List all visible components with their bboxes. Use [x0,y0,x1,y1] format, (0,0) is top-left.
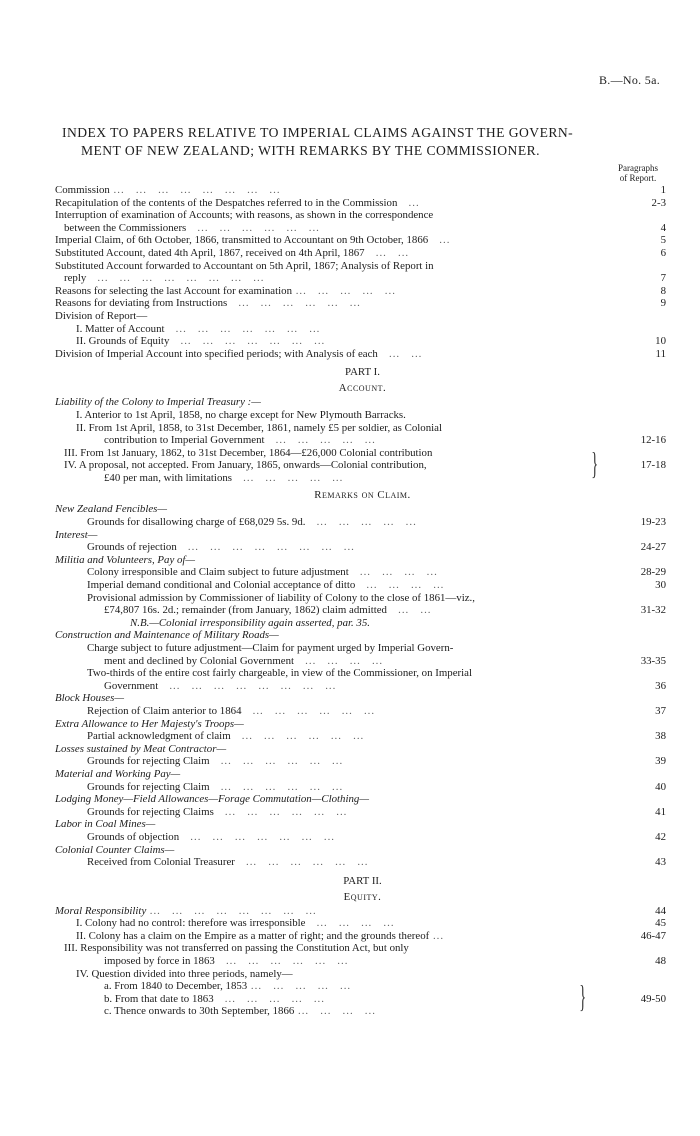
index-row: I. Anterior to 1st April, 1858, no charge except for New Plymouth Barracks. [76,408,406,421]
section-heading: New Zealand Fencibles— [55,503,168,516]
index-row: II. From 1st April, 1858, to 31st December, 1861, namely £5 per soldier, as Colonial [76,421,442,434]
section-heading: Losses sustained by Meat Contractor— [55,742,227,755]
index-row: IV. A proposal, not accepted. From January, 1865, onwards—Colonial contribution, 17-18 [64,459,666,472]
liability-section [55,396,670,484]
index-row: ment and declined by Colonial Government ... ... ... ... 33-35 [104,654,666,667]
index-row: I. Colony had no control: therefore was irresponsible ... ... ... ... 45 [76,917,666,930]
section-heading: Lodging Money—Field Allowances—Forage Commutation—Clothing— [55,793,369,806]
brace-icon: } [579,977,587,1014]
index-row: Division of Report— [55,309,148,322]
part-2-title: PART II. [343,874,382,887]
index-row: Substituted Account, dated 4th April, 1867, received on 4th April, 1867 ... ... 6 [55,246,666,259]
part-2-subtitle: Equity. [343,890,382,903]
section-heading: Block Houses— [55,692,124,705]
index-row: Partial acknowledgment of claim ... ... ... ... ... ... 38 [87,730,666,743]
section-heading: Material and Working Pay— [55,767,181,780]
index-row: II. Grounds of Equity ... ... ... ... ... ... ... 10 [76,335,666,348]
index-row: Division of Imperial Account into specified periods; with Analysis of each ... ... 11 [55,347,666,360]
index-row: II. Colony has a claim on the Empire as a matter of right; and the grounds thereof ... 46-47 [76,929,666,942]
equity-section [55,905,670,1018]
index-row: b. From that date to 1863 ... ... ... ... ... 49-50 [104,992,666,1005]
index-row: Imperial demand conditional and Colonial acceptance of ditto ... ... ... ... 30 [87,579,666,592]
index-row: between the Commissioners ... ... ... ... ... ... 4 [64,221,666,234]
section-heading: Militia and Volunteers, Pay of— [55,553,196,566]
index-row: Two-thirds of the entire cost fairly chargeable, in view of the Commissioner, on Imperial [87,667,472,680]
index-row: IV. Question divided into three periods, namely— [76,967,293,980]
index-row: Grounds for rejecting Claims ... ... ... ... ... ... 41 [87,805,666,818]
document-reference: B.—No. 5a. [599,73,660,87]
index-row: imposed by force in 1863 ... ... ... ... ... ... 48 [104,955,666,968]
column-heading-line-2: of Report. [619,173,657,183]
index-row: Grounds of objection ... ... ... ... ... ... ... 42 [87,830,666,843]
section-heading: Extra Allowance to Her Majesty's Troops— [55,717,244,730]
section-heading: Moral Responsibility ... ... ... ... ... ... ... ... 44 [55,904,666,917]
document-title [62,124,622,160]
index-row: Government ... ... ... ... ... ... ... ... 36 [104,679,666,692]
index-row: Substituted Account forwarded to Accountant on 5th April, 1867; Analysis of Report in [55,259,434,272]
index-row: N.B.—Colonial irresponsibility again asserted, par. 35. [130,616,370,629]
index-row: Grounds for rejecting Claim ... ... ... ... ... ... 39 [87,755,666,768]
remarks-heading: Remarks on Claim. [314,489,411,502]
index-row: reply ... ... ... ... ... ... ... ... 7 [64,272,666,285]
index-row: Grounds for disallowing charge of £68,029 5s. 9d. ... ... ... ... ... 19-23 [87,516,666,529]
paragraphs-column-heading [608,163,668,183]
index-row: Colony irresponsible and Claim subject to future adjustment ... ... ... ... 28-29 [87,566,666,579]
index-row: III. From 1st January, 1862, to 31st December, 1864—£26,000 Colonial contribution [64,446,433,459]
column-heading-line-1: Paragraphs [618,163,658,173]
index-row: Imperial Claim, of 6th October, 1866, transmitted to Accountant on 9th October, 1866 ... 5 [55,234,666,247]
index-row: £40 per man, with limitations ... ... ... ... ... [104,471,344,484]
index-row: c. Thence onwards to 30th September, 1866 ... ... ... ... [104,1005,376,1018]
index-row: III. Responsibility was not transferred on passing the Constitution Act, but only [64,942,409,955]
section-heading: Labor in Coal Mines— [55,818,156,831]
index-row: Commission ... ... ... ... ... ... ... ... 1 [55,184,666,196]
index-content [55,184,670,1018]
part-1-subtitle: Account. [338,382,387,395]
brace-icon: } [591,445,599,482]
index-row: Reasons for deviating from Instructions ... ... ... ... ... ... 9 [55,297,666,310]
index-row: a. From 1840 to December, 1853 ... ... ... ... ... [104,980,352,993]
part-1-title: PART I. [345,366,380,379]
index-row: £74,807 16s. 2d.; remainder (from January, 1862) claim admitted ... ... 31-32 [104,604,666,617]
index-row: contribution to Imperial Government ... ... ... ... ... 12-16 [104,434,666,447]
index-row: Rejection of Claim anterior to 1864 ... ... ... ... ... ... 37 [87,704,666,717]
index-row: I. Matter of Account ... ... ... ... ... ... ... [76,322,321,335]
index-row: Reasons for selecting the last Account for examination ... ... ... ... ... 8 [55,284,666,297]
index-row: Recapitulation of the contents of the Despatches referred to in the Commission ... 2-3 [55,196,666,209]
section-heading: Liability of the Colony to Imperial Treasury :— [55,396,261,409]
index-row: Charge subject to future adjustment—Claim for payment urged by Imperial Govern- [87,642,454,654]
index-row: Provisional admission by Commissioner of liability of Colony to the close of 1861—viz., [87,591,475,604]
section-heading: Construction and Maintenance of Military Roads— [55,629,279,642]
index-row: Received from Colonial Treasurer ... ... ... ... ... ... 43 [87,856,666,869]
index-row: Grounds for rejecting Claim ... ... ... ... ... ... 40 [87,780,666,793]
index-row: Grounds of rejection ... ... ... ... ... ... ... ... 24-27 [87,541,666,554]
title-line-2: MENT OF NEW ZEALAND; WITH REMARKS BY THE COMMISSIONER. [81,143,540,158]
title-line-1: INDEX TO PAPERS RELATIVE TO IMPERIAL CLAIMS AGAINST THE GOVERN- [62,125,574,140]
section-heading: Colonial Counter Claims— [55,843,175,856]
section-heading: Interest— [55,528,98,541]
index-row: Interruption of examination of Accounts; with reasons, as shown in the correspondence [55,209,434,222]
